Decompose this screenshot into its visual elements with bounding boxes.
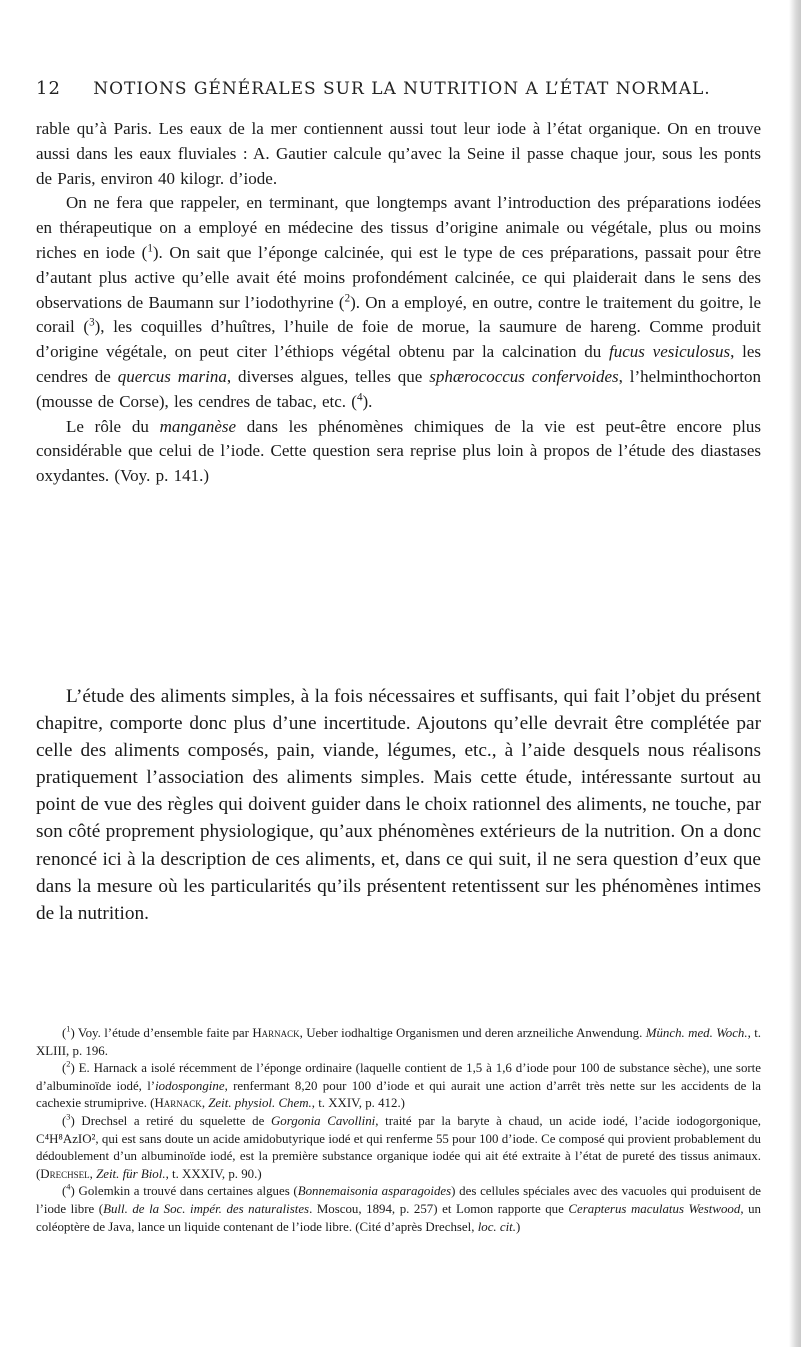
italic-term: Cerapterus maculatus Westwood: [568, 1201, 741, 1216]
text: , t. XXIV, p. 412.): [311, 1096, 405, 1111]
text: , t. XLIII, p. 196.: [36, 1026, 762, 1058]
text: ). On a employé, en outre, contre le traitement du goitre, le corail (: [36, 292, 762, 337]
text: Golemkin a trouvé dans certaines algues (: [74, 1184, 298, 1199]
footnote-mark: 3: [66, 1112, 71, 1122]
italic-term: loc. cit.: [477, 1219, 516, 1234]
journal-title: Zeit. physiol. Chem.: [208, 1096, 312, 1111]
author-name: Harnack: [154, 1096, 202, 1111]
conclusion-text: [36, 683, 761, 927]
footnote-ref: 1: [147, 242, 153, 255]
page-edge-shadow: [789, 0, 801, 1347]
author-name: Drechsel: [40, 1166, 90, 1181]
text: ).: [362, 391, 373, 411]
footnotes: [36, 1025, 761, 1236]
text: E. Harnack a isolé récemment de l’éponge ordinaire (laquelle contient de 1,5 à 1,6 d’iode pour 100 de substance sèche), une sorte d’albuminoïde iodé, l’: [36, 1061, 761, 1093]
author-name: Harnack: [252, 1026, 300, 1040]
italic-term: fucus vesiculosus: [609, 342, 731, 362]
italic-term: Bonnemaisonia asparagoides: [297, 1184, 452, 1199]
body-text: [36, 117, 761, 489]
text: , les cendres de: [36, 342, 761, 386]
text: , renfermant 8,20 pour 100 d’iode et qui aurait une action d’arrêt très nette sur les accidents de la cachexie strumiprive. (: [36, 1078, 762, 1111]
text: , l’helminthochorton (mousse de Corse), les cendres de tabac, etc. (: [36, 366, 762, 411]
footnote-4: ($^4$) Golemkin a trouvé dans certaines algues (Bonnemaisonia asparagoides) des cellules spéciales avec des vacuoles qui produisent de l’iode libre (Bull. de la Soc. impér. des naturalistes. Moscou, 1894, p. 257) et Lomon rapporte que Cerapterus maculatus Westwood, un coléoptère de Java, lance un liquide contenant de l’iode libre. (Cité d’après Drechsel, loc. cit.): [36, 1183, 761, 1234]
paragraph-iodine-therapeutics: [36, 191, 761, 414]
footnote-mark: 4: [66, 1183, 71, 1193]
text: , t. XXXIV, p. 90.): [165, 1166, 262, 1181]
page-number: 12: [36, 78, 61, 99]
footnote-2: ($^2$) E. Harnack a isolé récemment de l’éponge ordinaire (laquelle contient de 1,5 à 1,6 d’iode pour 100 de substance sèche), une sorte d’albuminoïde iodé, l’iodospongine, renfermant 8,20 pour 100 d’iode et qui aurait une action d’arrêt très nette sur les accidents de la cachexie strumiprive. (Harnack, Zeit. physiol. Chem., t. XXIV, p. 412.): [36, 1059, 762, 1111]
text: , diverses algues, telles que: [226, 366, 430, 386]
text: ). On sait que l’éponge calcinée, qui est le type de ces préparations, passait pour être d’autant plus active qu’elle avait été moins profondément calcinée, ce qui plaiderait dans le sens des observations de Baumann sur l’iodothyrine (: [36, 242, 762, 312]
footnote-ref: 4: [356, 391, 363, 404]
paragraph-manganese: [36, 415, 761, 489]
paragraph-iodine-sea: rable qu’à Paris. Les eaux de la mer contiennent aussi tout leur iode à l’état organique. On en trouve aussi dans les eaux fluviales : A. Gautier calcule qu’avec la Seine il passe chaque jour, sous les ponts de Paris, environ 40 kilogr. d’iode.: [36, 119, 761, 188]
text: On ne fera que rappeler, en terminant, que longtemps avant l’introduction des préparations iodées en thérapeutique on a employé en médecine des tissus d’origine animale ou végétale, plus ou moins riches en iode (: [36, 193, 761, 262]
journal-title: Bull. de la Soc. impér. des naturalistes: [103, 1201, 310, 1216]
text: , traité par la baryte à chaud, un acide iodé, l’acide iodogorgonique, C⁴H⁸AzIO², qui est sans doute un acide amidobutyrique iodé et qui renferme 55 pour 100 d’iode. Ce composé qui provient probablement du dédoublement d’un albuminoïde iodé, est la première substance organique iodée qui ait été extraite à l’état de pureté des tissus animaux. (: [36, 1113, 762, 1181]
journal-title: Zeit. für Biol.: [96, 1166, 166, 1181]
footnote-3: ($^3$) Drechsel a retiré du squelette de Gorgonia Cavollini, traité par la baryte à chaud, un acide iodé, l’acide iodogorgonique, C⁴H⁸AzIO², qui est sans doute un acide amidobutyrique iodé et qui renferme 55 pour 100 d’iode. Ce composé qui provient probablement du dédoublement d’un albuminoïde iodé, est la première substance organique iodée qui ait été extraite à l’état de pureté des tissus animaux. (Drechsel, Zeit. für Biol., t. XXXIV, p. 90.): [36, 1112, 762, 1181]
italic-term: iodospongine: [155, 1078, 225, 1093]
text: ,: [89, 1166, 97, 1181]
text: , un coléoptère de Java, lance un liquide contenant de l’iode libre. (Cité d’après Drechsel,: [36, 1201, 761, 1234]
text: dans les phénomènes chimiques de la vie est peut-être encore plus considérable que celui de l’iode. Cette question sera reprise plus loin à propos de l’étude des diastases oxydantes. (Voy. p. 141.): [36, 416, 762, 486]
italic-term: manganèse: [159, 416, 237, 436]
footnote-mark: 2: [66, 1059, 71, 1069]
text: Drechsel a retiré du squelette de: [74, 1113, 271, 1128]
italic-term: quercus marina: [117, 366, 227, 386]
text: Voy. l’étude d’ensemble faite par: [74, 1026, 253, 1040]
footnote-ref: 2: [344, 291, 351, 304]
text: ): [516, 1219, 521, 1234]
text: , Ueber iodhaltige Organismen und deren arzneiliche Anwendung.: [299, 1026, 646, 1040]
text: ), les coquilles d’huîtres, l’huile de foie de morue, la saumure de hareng. Comme produit d’origine végétale, on peut citer l’éthiops végétal obtenu par la calcination du: [36, 317, 762, 362]
footnote-mark: 1: [66, 1024, 71, 1034]
italic-term: sphærococcus confervoides: [429, 366, 619, 386]
journal-title: Münch. med. Woch.: [645, 1026, 748, 1040]
text: Le rôle du: [66, 416, 160, 436]
text: ) des cellules spéciales avec des vacuoles qui produisent de l’iode libre (: [36, 1184, 761, 1216]
running-header: [36, 78, 761, 99]
italic-term: Gorgonia Cavollini: [270, 1113, 376, 1128]
paragraph-simple-foods: L’étude des aliments simples, à la fois nécessaires et suffisants, qui fait l’objet du présent chapitre, comporte donc plus d’une incertitude. Ajoutons qu’elle devrait être complétée par celle des aliments composés, pain, viande, légumes, etc., à l’aide desquels nous réalisons pratiquement l’association des aliments simples. Mais cette étude, intéressante surtout au point de vue des règles qui doivent guider dans le choix rationnel des aliments, ne touche, par son côté proprement physiologique, qu’aux phénomènes extérieurs de la nutrition. On a donc renoncé ici à la description de ces aliments, et, dans ce qui suit, il ne sera question d’eux que dans la mesure où les particularités qu’ils présentent retentissent sur les phénomènes intimes de la nutrition.: [36, 686, 761, 924]
running-title: NOTIONS GÉNÉRALES SUR LA NUTRITION A L’ÉTAT NORMAL.: [93, 79, 711, 99]
footnote-ref: 3: [89, 316, 95, 329]
footnote-1: ($^1$) Voy. l’étude d’ensemble faite par Harnack, Ueber iodhaltige Organismen und deren arzneiliche Anwendung. Münch. med. Woch., t. XLIII, p. 196.: [36, 1024, 762, 1058]
text: . Moscou, 1894, p. 257) et Lomon rapporte que: [309, 1201, 569, 1216]
text: ,: [201, 1096, 209, 1111]
